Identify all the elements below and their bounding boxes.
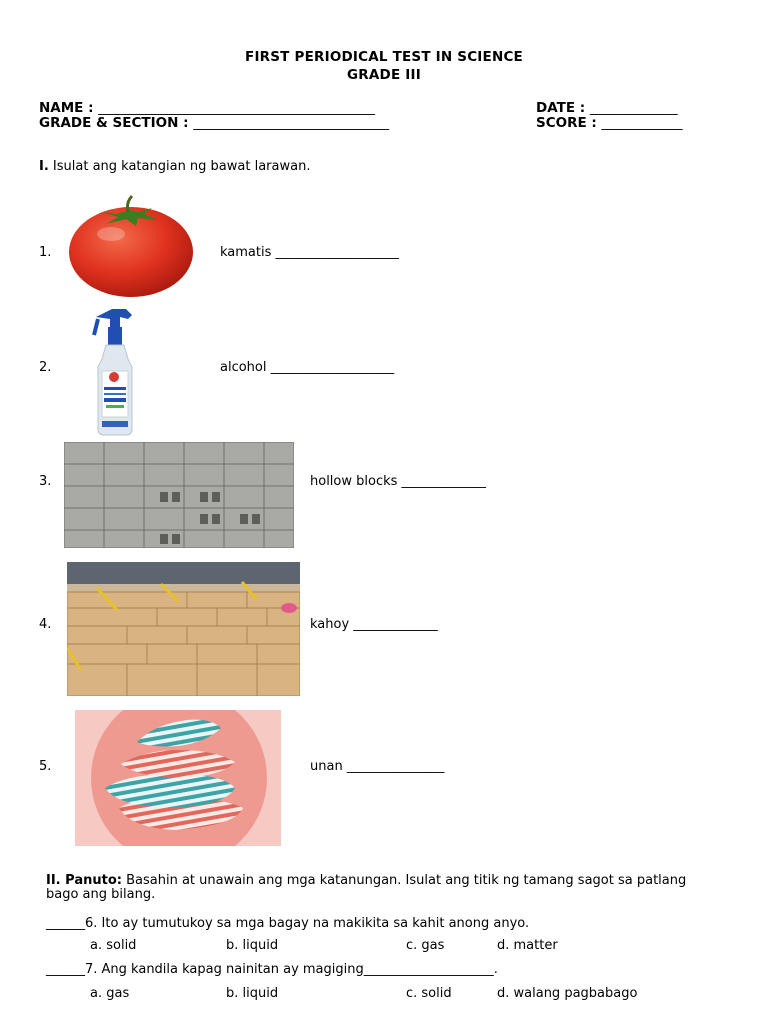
item-4-blank[interactable]: _____________ [353, 617, 438, 632]
question-6-choice-c: c. gas [406, 938, 445, 953]
date-field [536, 100, 678, 116]
question-7-choice-a: a. gas [90, 986, 130, 1001]
score-label: SCORE : [536, 115, 597, 131]
grade-section-blank[interactable]: _____________________________ [193, 115, 389, 131]
item-2-prompt [220, 360, 394, 375]
item-4-prompt [310, 617, 438, 632]
part1-roman: I. [39, 159, 49, 174]
grade-section-label: GRADE & SECTION : [39, 115, 189, 131]
item-5-number: 5. [39, 759, 52, 774]
hollow-blocks-image [64, 442, 294, 548]
question-7-choice-c: c. solid [406, 986, 452, 1001]
item-1-number: 1. [39, 245, 52, 260]
date-blank[interactable]: _____________ [589, 100, 678, 116]
date-label: DATE : [536, 100, 586, 116]
part2-instruction-text: Basahin at unawain ang mga katanungan. Isulat ang titik ng tamang sagot sa patlang [126, 873, 687, 888]
part2-instruction-line1 [46, 873, 686, 888]
item-2-number: 2. [39, 360, 52, 375]
item-3-blank[interactable]: _____________ [401, 474, 487, 489]
part1-instruction-text: Isulat ang katangian ng bawat larawan. [52, 159, 311, 174]
item-5-blank[interactable]: _______________ [346, 759, 445, 774]
question-7-stem: ______7. Ang kandila kapag nainitan ay magiging____________________. [46, 962, 498, 977]
item-4-word: kahoy [310, 617, 350, 632]
item-2-blank[interactable]: ___________________ [270, 360, 395, 375]
item-5-prompt [310, 759, 444, 774]
name-blank[interactable]: _________________________________________ [98, 100, 375, 116]
question-7-choice-d: d. walang pagbabago [497, 986, 638, 1001]
question-6-choice-d: d. matter [497, 938, 558, 953]
question-7-choice-b: b. liquid [226, 986, 279, 1001]
question-6-stem: ______6. Ito ay tumutukoy sa mga bagay na makikita sa kahit anong anyo. [46, 916, 530, 931]
item-1-word: kamatis [220, 245, 272, 260]
item-1-blank[interactable]: ___________________ [275, 245, 400, 260]
part1-instruction [39, 159, 310, 174]
item-5-word: unan [310, 759, 343, 774]
name-field [39, 100, 375, 116]
tomato-image [66, 194, 196, 300]
grade-section-field [39, 115, 389, 131]
alcohol-bottle-image [92, 305, 142, 437]
part2-label: II. Panuto: [46, 873, 122, 888]
question-6-choice-a: a. solid [90, 938, 137, 953]
test-title: FIRST PERIODICAL TEST IN SCIENCE [245, 49, 523, 65]
part2-instruction-line2: bago ang bilang. [46, 887, 156, 902]
score-blank[interactable]: ____________ [601, 115, 683, 131]
question-6-choice-b: b. liquid [226, 938, 279, 953]
wood-planks-image [67, 562, 300, 696]
item-1-prompt [220, 245, 399, 260]
item-3-prompt [310, 474, 486, 489]
item-3-number: 3. [39, 474, 52, 489]
score-field [536, 115, 683, 131]
item-3-word: hollow blocks [310, 474, 398, 489]
name-label: NAME : [39, 100, 94, 116]
pillows-image [75, 710, 281, 846]
item-4-number: 4. [39, 617, 52, 632]
item-2-word: alcohol [220, 360, 267, 375]
test-grade: GRADE III [347, 67, 421, 83]
